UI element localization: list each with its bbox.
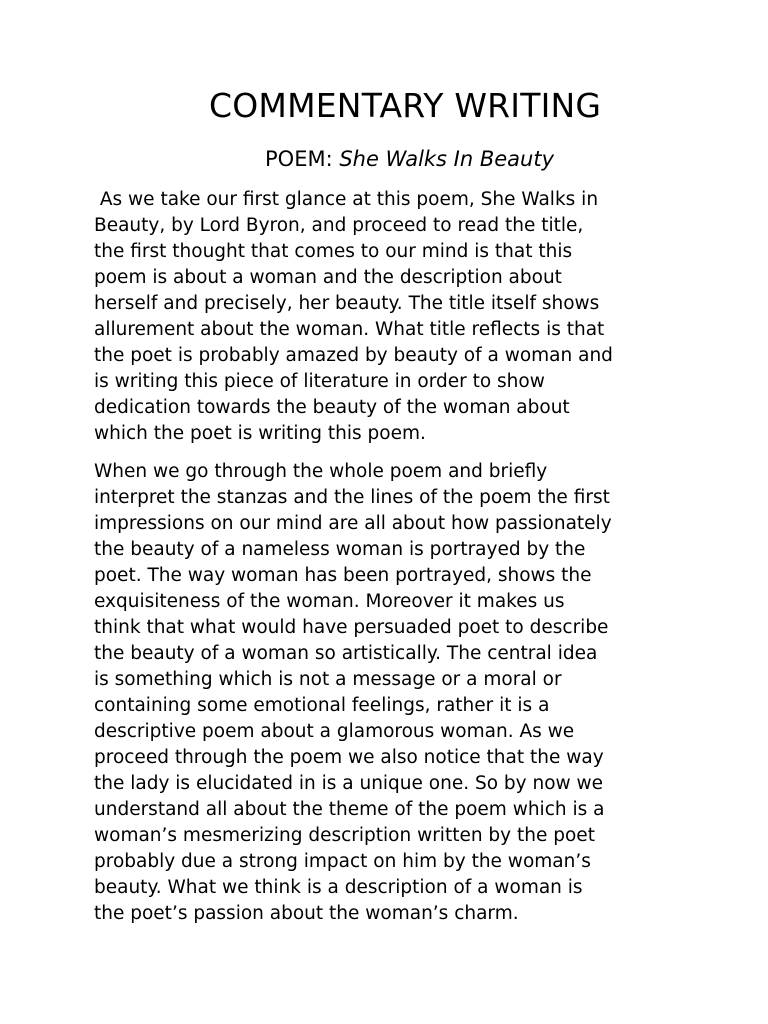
paragraph-line: the beauty of a nameless woman is portrayed by the [94, 539, 586, 560]
paragraph-line: the poet’s passion about the woman’s charm. [94, 903, 519, 924]
paragraph-line: which the poet is writing this poem. [94, 423, 426, 444]
paragraph-line: herself and precisely, her beauty. The title itself shows [94, 293, 600, 314]
document-title: COMMENTARY WRITING [209, 86, 602, 125]
paragraph-line: proceed through the poem we also notice that the way [94, 747, 604, 768]
paragraph-line: containing some emotional feelings, rather it is a [94, 695, 550, 716]
paragraph-line: the lady is elucidated in is a unique one. So by now we [94, 773, 604, 794]
paragraph-line: interpret the stanzas and the lines of the poem the first [94, 487, 610, 508]
poem-name: She Walks In Beauty [339, 147, 555, 171]
paragraph-line: poet. The way woman has been portrayed, shows the [94, 565, 592, 586]
paragraph-line: When we go through the whole poem and briefly [94, 461, 548, 482]
poem-subtitle [265, 143, 554, 175]
paragraph-line: As we take our first glance at this poem, She Walks in [94, 189, 599, 210]
paragraph-line: understand all about the theme of the poem which is a [94, 799, 605, 820]
paragraph-2 [94, 459, 684, 927]
paragraph-1 [94, 187, 684, 447]
paragraph-line: the poet is probably amazed by beauty of a woman and [94, 345, 613, 366]
paragraph-line: Beauty, by Lord Byron, and proceed to read the title, [94, 215, 584, 236]
paragraph-line: is writing this piece of literature in order to show [94, 371, 545, 392]
paragraph-line: the beauty of a woman so artistically. The central idea [94, 643, 598, 664]
paragraph-line: woman’s mesmerizing description written by the poet [94, 825, 595, 846]
paragraph-line: allurement about the woman. What title reflects is that [94, 319, 605, 340]
paragraph-line: poem is about a woman and the description about [94, 267, 562, 288]
paragraph-line: beauty. What we think is a description of a woman is [94, 877, 583, 898]
paragraph-line: descriptive poem about a glamorous woman. As we [94, 721, 575, 742]
paragraph-line: the first thought that comes to our mind is that this [94, 241, 573, 262]
paragraph-line: exquisiteness of the woman. Moreover it makes us [94, 591, 565, 612]
paragraph-line: impressions on our mind are all about how passionately [94, 513, 612, 534]
paragraph-line: think that what would have persuaded poet to describe [94, 617, 609, 638]
paragraph-line: is something which is not a message or a moral or [94, 669, 562, 690]
paragraph-line: dedication towards the beauty of the woman about [94, 397, 570, 418]
paragraph-line: probably due a strong impact on him by the woman’s [94, 851, 591, 872]
subtitle-prefix: POEM: [265, 147, 340, 171]
